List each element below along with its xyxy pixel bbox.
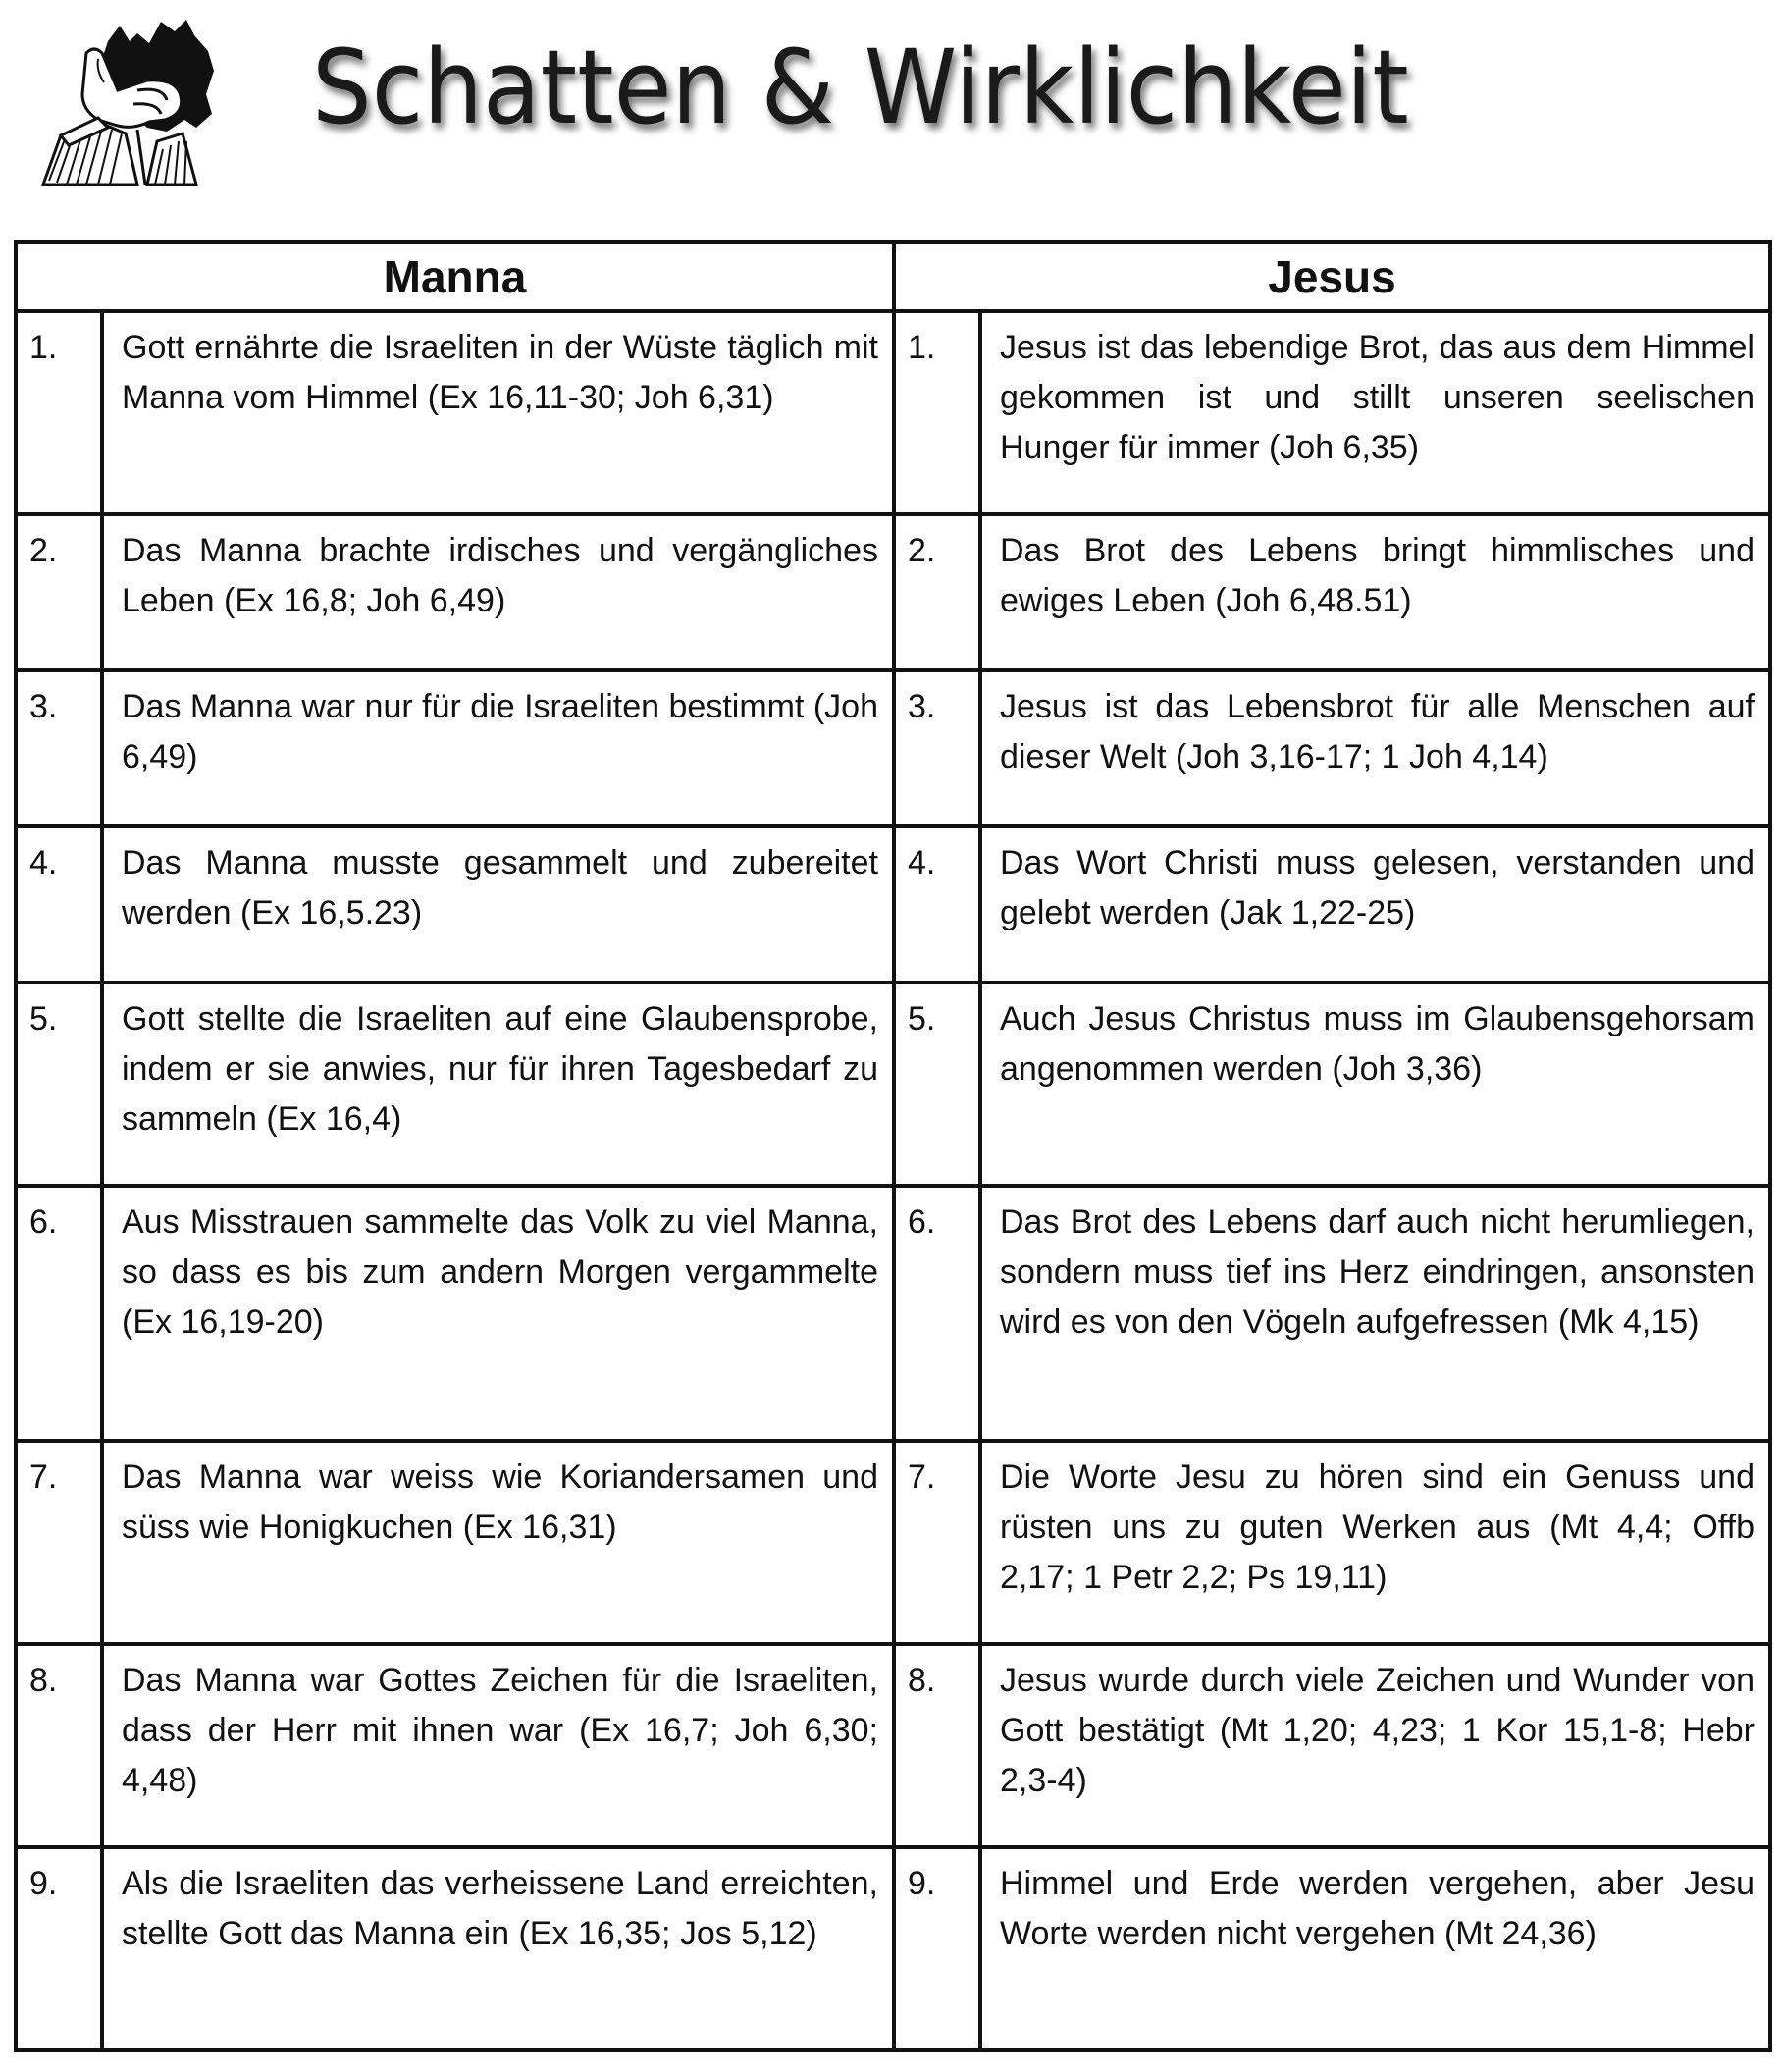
table-row — [16, 311, 1770, 514]
manna-row-number: 4. — [16, 826, 102, 983]
manna-row-text: Das Manna war nur für die Israeliten bestimmt (Joh 6,49) — [102, 670, 894, 826]
jesus-row-text: Das Wort Christi muss gelesen, verstanden und gelebt werden (Jak 1,22-25) — [980, 826, 1770, 983]
table-row — [16, 1186, 1770, 1441]
jesus-row-text: Himmel und Erde werden vergehen, aber Jesu Worte werden nicht vergehen (Mt 24,36) — [980, 1847, 1770, 2050]
manna-row-text: Gott ernährte die Israeliten in der Wüste täglich mit Manna vom Himmel (Ex 16,11-30; Joh 6,31) — [102, 311, 894, 514]
manna-row-text: Gott stellte die Israeliten auf eine Glaubensprobe, indem er sie anwies, nur für ihren Tagesbedarf zu sammeln (Ex 16,4) — [102, 983, 894, 1186]
table-row — [16, 983, 1770, 1186]
jesus-row-text: Auch Jesus Christus muss im Glaubensgehorsam angenommen werden (Joh 3,36) — [980, 983, 1770, 1186]
manna-row-text: Das Manna war weiss wie Koriandersamen und süss wie Honigkuchen (Ex 16,31) — [102, 1441, 894, 1644]
jesus-row-number: 3. — [894, 670, 980, 826]
jesus-row-text: Die Worte Jesu zu hören sind ein Genuss und rüsten uns zu guten Werken aus (Mt 4,4; Offb 2,17; 1 Petr 2,2; Ps 19,11) — [980, 1441, 1770, 1644]
manna-row-text: Das Manna war Gottes Zeichen für die Israeliten, dass der Herr mit ihnen war (Ex 16,7; Joh 6,30; 4,48) — [102, 1644, 894, 1847]
manna-row-number: 3. — [16, 670, 102, 826]
manna-row-number: 8. — [16, 1644, 102, 1847]
jesus-row-number: 1. — [894, 311, 980, 514]
comparison-table — [14, 240, 1772, 2052]
jesus-row-text: Das Brot des Lebens darf auch nicht herumliegen, sondern muss tief ins Herz eindringen, ansonsten wird es von den Vögeln aufgefressen (Mk 4,15) — [980, 1186, 1770, 1441]
table-header-row — [16, 242, 1770, 311]
table-row — [16, 1644, 1770, 1847]
jesus-row-number: 9. — [894, 1847, 980, 2050]
jesus-row-number: 6. — [894, 1186, 980, 1441]
table-row — [16, 670, 1770, 826]
column-header-manna: Manna — [16, 242, 894, 311]
jesus-row-text: Das Brot des Lebens bringt himmlisches und ewiges Leben (Joh 6,48.51) — [980, 514, 1770, 670]
column-header-jesus: Jesus — [894, 242, 1770, 311]
manna-row-text: Das Manna brachte irdisches und vergängliches Leben (Ex 16,8; Joh 6,49) — [102, 514, 894, 670]
jesus-row-text: Jesus ist das Lebensbrot für alle Menschen auf dieser Welt (Joh 3,16-17; 1 Joh 4,14) — [980, 670, 1770, 826]
jesus-row-text: Jesus ist das lebendige Brot, das aus dem Himmel gekommen ist und stillt unseren seelischen Hunger für immer (Joh 6,35) — [980, 311, 1770, 514]
table-row — [16, 1847, 1770, 2050]
manna-row-text: Aus Misstrauen sammelte das Volk zu viel Manna, so dass es bis zum andern Morgen vergammelte (Ex 16,19-20) — [102, 1186, 894, 1441]
manna-row-number: 6. — [16, 1186, 102, 1441]
jesus-row-number: 4. — [894, 826, 980, 983]
jesus-row-text: Jesus wurde durch viele Zeichen und Wunder von Gott bestätigt (Mt 1,20; 4,23; 1 Kor 15,1-8; Hebr 2,3-4) — [980, 1644, 1770, 1847]
manna-row-number: 1. — [16, 311, 102, 514]
manna-row-number: 5. — [16, 983, 102, 1186]
jesus-row-number: 8. — [894, 1644, 980, 1847]
bread-and-hand-logo-icon — [39, 12, 245, 193]
page-title: Schatten & Wirklichkeit — [312, 27, 1409, 147]
jesus-row-number: 2. — [894, 514, 980, 670]
manna-row-text: Als die Israeliten das verheissene Land erreichten, stellte Gott das Manna ein (Ex 16,35; Jos 5,12) — [102, 1847, 894, 2050]
manna-row-text: Das Manna musste gesammelt und zubereitet werden (Ex 16,5.23) — [102, 826, 894, 983]
table-row — [16, 826, 1770, 983]
jesus-row-number: 7. — [894, 1441, 980, 1644]
table-row — [16, 1441, 1770, 1644]
table-row — [16, 514, 1770, 670]
manna-row-number: 7. — [16, 1441, 102, 1644]
manna-row-number: 2. — [16, 514, 102, 670]
comparison-table-wrapper — [14, 240, 1768, 2052]
manna-row-number: 9. — [16, 1847, 102, 2050]
header — [0, 0, 1781, 236]
jesus-row-number: 5. — [894, 983, 980, 1186]
